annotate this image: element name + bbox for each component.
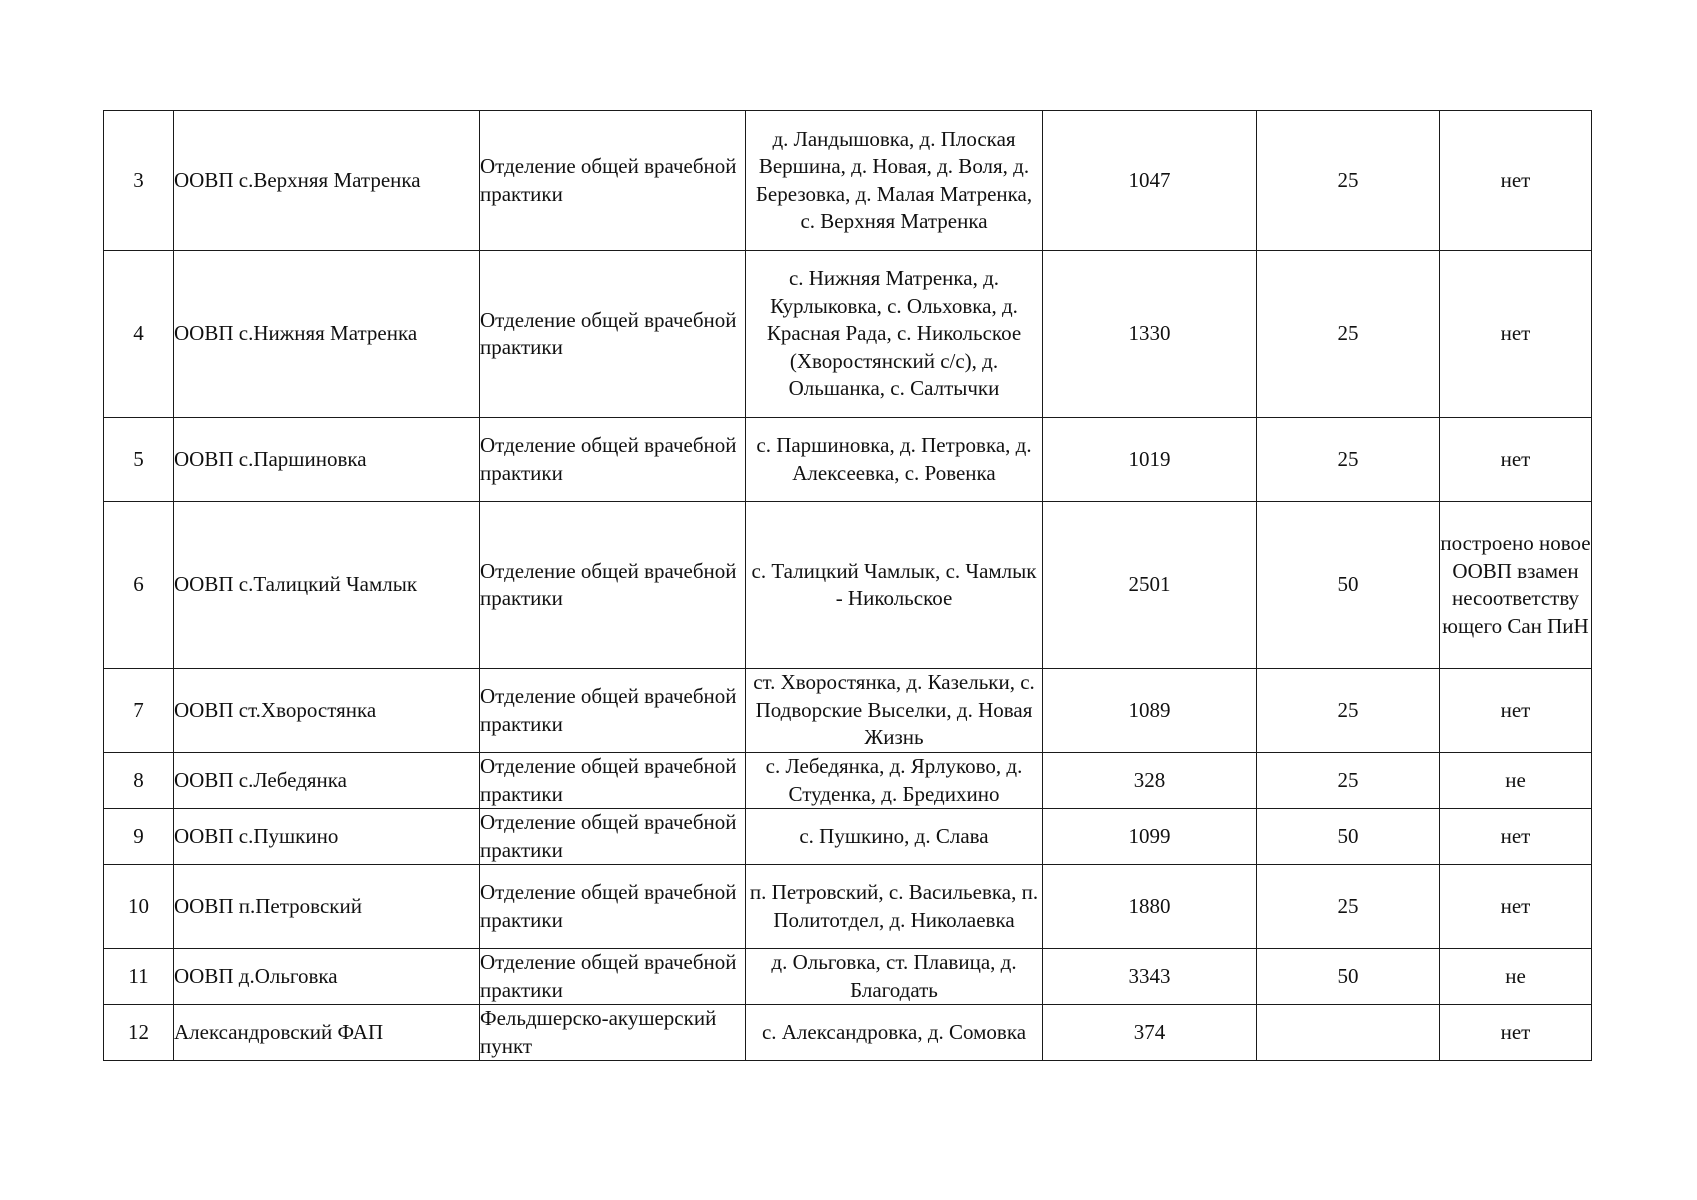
facility-type: Отделение общей врачебной практики xyxy=(480,251,746,418)
row-number: 5 xyxy=(104,418,174,502)
table-row xyxy=(104,949,1592,1005)
population-value: 1019 xyxy=(1043,418,1257,502)
facility-name: Александровский ФАП xyxy=(174,1005,480,1061)
facility-name: ООВП с.Лебедянка xyxy=(174,753,480,809)
table-row xyxy=(104,669,1592,753)
capacity-value: 25 xyxy=(1257,111,1440,251)
facility-type: Фельдшерско-акушерский пункт xyxy=(480,1005,746,1061)
table-row xyxy=(104,1005,1592,1061)
capacity-value: 25 xyxy=(1257,865,1440,949)
population-value: 328 xyxy=(1043,753,1257,809)
service-area: ст. Хворостянка, д. Казельки, с. Подворские Выселки, д. Новая Жизнь xyxy=(746,669,1043,753)
facility-name: ООВП с.Пушкино xyxy=(174,809,480,865)
facility-name: ООВП ст.Хворостянка xyxy=(174,669,480,753)
facility-type: Отделение общей врачебной практики xyxy=(480,809,746,865)
status-note: построено новое ООВП взамен несоответству ющего Сан ПиН xyxy=(1440,502,1592,669)
service-area: с. Талицкий Чамлык, с. Чамлык - Никольское xyxy=(746,502,1043,669)
row-number: 10 xyxy=(104,865,174,949)
population-value: 2501 xyxy=(1043,502,1257,669)
capacity-value: 25 xyxy=(1257,753,1440,809)
status-note: нет xyxy=(1440,1005,1592,1061)
population-value: 3343 xyxy=(1043,949,1257,1005)
row-number: 7 xyxy=(104,669,174,753)
facility-type: Отделение общей врачебной практики xyxy=(480,753,746,809)
status-note: нет xyxy=(1440,809,1592,865)
table-row xyxy=(104,111,1592,251)
status-note: нет xyxy=(1440,418,1592,502)
capacity-value: 25 xyxy=(1257,418,1440,502)
service-area: с. Паршиновка, д. Петровка, д. Алексеевка, с. Ровенка xyxy=(746,418,1043,502)
service-area: п. Петровский, с. Васильевка, п. Политотдел, д. Николаевка xyxy=(746,865,1043,949)
population-value: 1880 xyxy=(1043,865,1257,949)
population-value: 1099 xyxy=(1043,809,1257,865)
capacity-value: 25 xyxy=(1257,251,1440,418)
service-area: д. Ландышовка, д. Плоская Вершина, д. Новая, д. Воля, д. Березовка, д. Малая Матренка, с. Верхняя Матренка xyxy=(746,111,1043,251)
status-note: нет xyxy=(1440,111,1592,251)
facility-name: ООВП с.Верхняя Матренка xyxy=(174,111,480,251)
status-note: нет xyxy=(1440,669,1592,753)
facility-name: ООВП п.Петровский xyxy=(174,865,480,949)
facility-type: Отделение общей врачебной практики xyxy=(480,669,746,753)
facility-type: Отделение общей врачебной практики xyxy=(480,502,746,669)
service-area: с. Пушкино, д. Слава xyxy=(746,809,1043,865)
population-value: 1089 xyxy=(1043,669,1257,753)
capacity-value: 50 xyxy=(1257,502,1440,669)
facilities-table xyxy=(103,110,1592,1061)
status-note: нет xyxy=(1440,251,1592,418)
capacity-value xyxy=(1257,1005,1440,1061)
population-value: 374 xyxy=(1043,1005,1257,1061)
facility-type: Отделение общей врачебной практики xyxy=(480,111,746,251)
row-number: 12 xyxy=(104,1005,174,1061)
facility-name: ООВП д.Ольговка xyxy=(174,949,480,1005)
service-area: с. Александровка, д. Сомовка xyxy=(746,1005,1043,1061)
facility-name: ООВП с.Паршиновка xyxy=(174,418,480,502)
capacity-value: 25 xyxy=(1257,669,1440,753)
capacity-value: 50 xyxy=(1257,949,1440,1005)
row-number: 8 xyxy=(104,753,174,809)
row-number: 4 xyxy=(104,251,174,418)
table-row xyxy=(104,753,1592,809)
facility-name: ООВП с.Нижняя Матренка xyxy=(174,251,480,418)
population-value: 1047 xyxy=(1043,111,1257,251)
service-area: д. Ольговка, ст. Плавица, д. Благодать xyxy=(746,949,1043,1005)
facility-type: Отделение общей врачебной практики xyxy=(480,418,746,502)
facility-type: Отделение общей врачебной практики xyxy=(480,865,746,949)
status-note: нет xyxy=(1440,865,1592,949)
row-number: 6 xyxy=(104,502,174,669)
facility-type: Отделение общей врачебной практики xyxy=(480,949,746,1005)
service-area: с. Нижняя Матренка, д. Курлыковка, с. Ольховка, д. Красная Рада, с. Никольское (Хворостянский с/с), д. Ольшанка, с. Салтычки xyxy=(746,251,1043,418)
status-note: не xyxy=(1440,753,1592,809)
row-number: 3 xyxy=(104,111,174,251)
capacity-value: 50 xyxy=(1257,809,1440,865)
table-row xyxy=(104,809,1592,865)
table-row xyxy=(104,251,1592,418)
facility-name: ООВП с.Талицкий Чамлык xyxy=(174,502,480,669)
status-note: не xyxy=(1440,949,1592,1005)
table-row xyxy=(104,418,1592,502)
row-number: 9 xyxy=(104,809,174,865)
population-value: 1330 xyxy=(1043,251,1257,418)
table-row xyxy=(104,502,1592,669)
table-row xyxy=(104,865,1592,949)
service-area: с. Лебедянка, д. Ярлуково, д. Студенка, д. Бредихино xyxy=(746,753,1043,809)
row-number: 11 xyxy=(104,949,174,1005)
